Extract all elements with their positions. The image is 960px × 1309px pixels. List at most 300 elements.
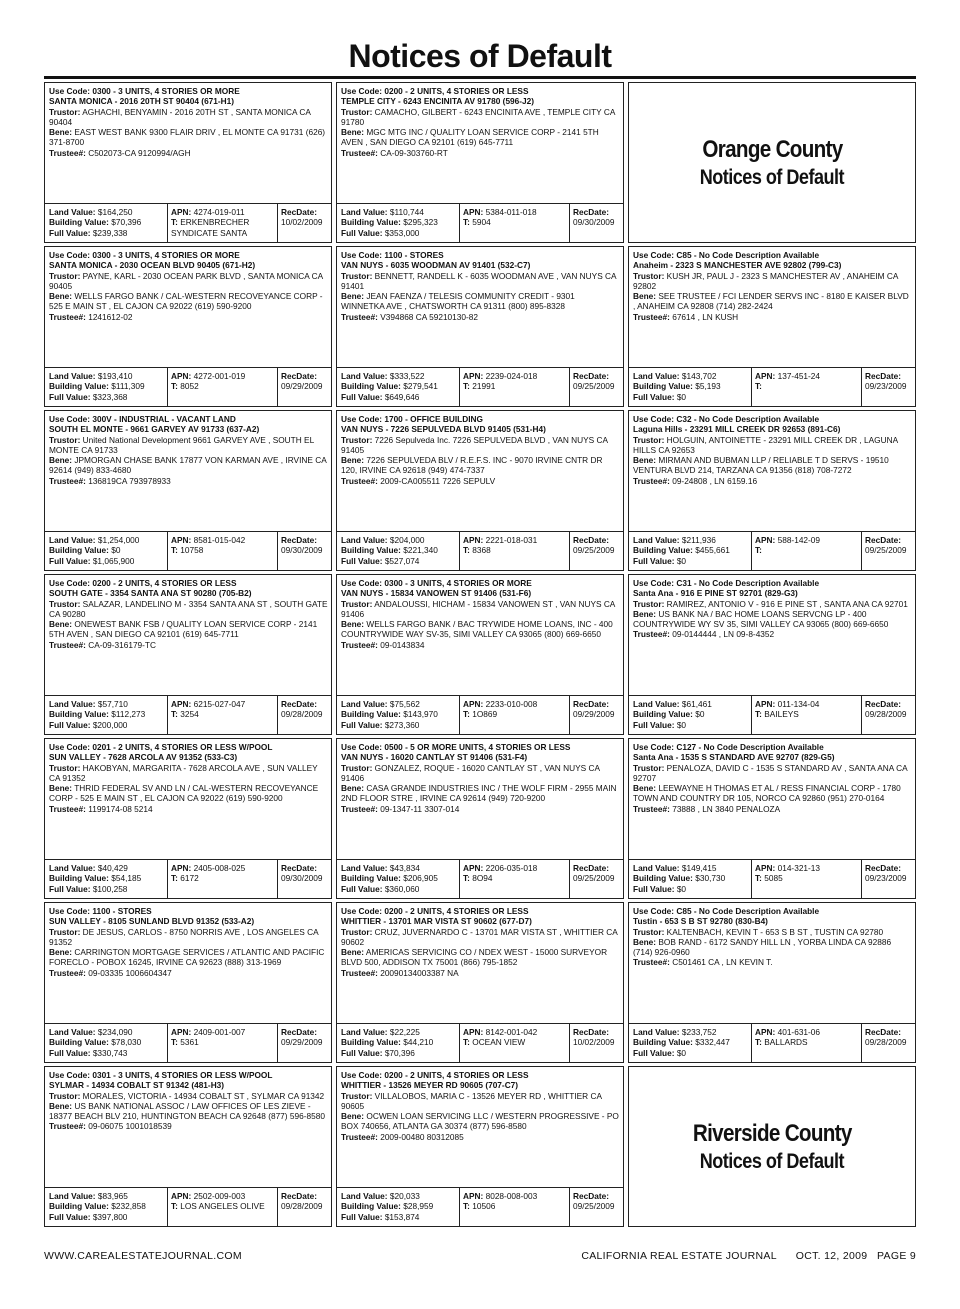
notice-card	[628, 574, 916, 735]
beneficiary-value: SEE TRUSTEE / FCI LENDER SERVS INC - 8180 E KAISER BLVD , ANAHEIM CA 92808 (714) 282-2424	[633, 291, 909, 312]
trustee-number-value: 2009-00480 80312085	[380, 1131, 464, 1142]
trustor-label: Trustor:	[341, 434, 373, 445]
building-value-label: Building Value:	[341, 1201, 401, 1212]
full-value-label: Full Value:	[49, 1211, 91, 1222]
full-value-label: Full Value:	[49, 883, 91, 894]
county-name: Orange County	[701, 135, 843, 163]
value-cell	[629, 860, 751, 898]
property-address: TEMPLE CITY - 6243 ENCINITA AV 91780 (596-J2)	[341, 96, 535, 107]
trustee-number-label: Trustee#:	[49, 639, 86, 650]
t-code	[755, 381, 861, 391]
trustee-number-label: Trustee#:	[49, 311, 86, 322]
apn-label: APN:	[463, 1027, 484, 1037]
apn	[463, 699, 569, 709]
full-value	[633, 392, 751, 402]
beneficiary-value: MIRMAN AND BUBMAN LLP / RELIABLE T D SERVS - 19510 VENTURA BLVD 214, TARZANA CA 91356 (818) 708-7272	[633, 455, 889, 476]
notice-values	[45, 203, 331, 242]
t-code-value: 1O869	[472, 709, 498, 720]
apn-value: 401-631-06	[777, 1027, 821, 1037]
property-address: SANTA MONICA - 2030 OCEAN BLVD 90405 (671-H2)	[49, 260, 256, 271]
full-value-label: Full Value:	[633, 1047, 675, 1058]
beneficiary-value: MGC MTG INC / QUALITY LOAN SERVICE CORP - 2141 5TH AVEN , SAN DIEGO CA 92101 (619) 645-7711	[341, 127, 599, 148]
land-value-label: Land Value:	[49, 535, 96, 545]
use-code: Use Code: 0300 - 3 UNITS, 4 STORIES OR MORE	[49, 250, 240, 260]
apn-value: 2206-035-018	[485, 863, 538, 873]
t-code-label: T:	[463, 1201, 470, 1212]
building-value-value: $0	[695, 709, 705, 720]
notice-values	[629, 859, 915, 898]
building-value	[633, 545, 751, 555]
full-value-value: $0	[676, 555, 687, 566]
beneficiary-value: BOB RAND - 6172 SANDY HILL LN , YORBA LINDA CA 92886 (714) 926-0960	[633, 936, 892, 958]
value-cell	[45, 1024, 167, 1062]
notice-card	[336, 902, 624, 1063]
land-value-value: $83,965	[97, 1191, 128, 1201]
land-value	[633, 371, 751, 381]
apn-cell	[459, 532, 569, 570]
building-value-label: Building Value:	[633, 709, 693, 720]
notice-values	[45, 1023, 331, 1062]
trustor-value: DE JESUS, CARLOS - 8750 NORRIS AVE , LOS ANGELES CA 91352	[49, 926, 319, 947]
notice-values	[45, 531, 331, 570]
recdate-label: RecDate:	[573, 699, 609, 709]
t-code-label: T:	[171, 381, 178, 392]
t-code	[171, 1037, 277, 1047]
land-value	[49, 207, 167, 217]
notice-values	[45, 1187, 331, 1226]
t-code	[171, 545, 277, 555]
t-code	[463, 217, 569, 227]
beneficiary-value: 7226 SEPULVEDA BLV / R.E.F.S. INC - 9070 IRVINE CNTR DR 120, IRVINE CA 92618 (949) 474-7337	[341, 455, 603, 476]
column-3	[628, 82, 916, 1230]
building-value-value: $206,905	[403, 873, 438, 884]
property-address: SOUTH GATE - 3354 SANTA ANA ST 90280 (705-B2)	[49, 588, 252, 599]
t-code-value: 5361	[180, 1037, 199, 1048]
recdate-cell	[277, 860, 331, 898]
apn-value: 4274-019-011	[193, 207, 245, 217]
t-code-value: 6172	[180, 873, 199, 884]
apn-cell	[167, 204, 277, 242]
apn-cell	[167, 860, 277, 898]
t-code-value: 10758	[180, 545, 204, 556]
notice-details	[337, 411, 623, 531]
apn-label: APN:	[463, 535, 484, 545]
recdate-cell	[861, 368, 915, 406]
use-code: Use Code: 0301 - 3 UNITS, 4 STORIES OR LESS W/POOL	[49, 1070, 273, 1080]
trustee-number-value: C502073-CA 9120994/AGH	[88, 147, 191, 158]
t-code-label: T:	[755, 1037, 762, 1048]
trustee-number	[341, 968, 620, 978]
column-2	[336, 82, 624, 1230]
building-value-label: Building Value:	[49, 709, 109, 720]
trustee-number-label: Trustee#:	[341, 475, 378, 486]
recdate-value: 09/30/2009	[281, 545, 323, 556]
trustor-value: HOLGUIN, ANTOINETTE - 23291 MILL CREEK DR , LAGUNA HILLS CA 92653	[633, 434, 898, 455]
property-address: Santa Ana - 1535 S STANDARD AVE 92707 (829-G5)	[633, 752, 835, 763]
land-value-value: $204,000	[389, 535, 425, 545]
use-code: Use Code: 0201 - 2 UNITS, 4 STORIES OR LESS W/POOL	[49, 742, 273, 752]
notice-values	[629, 695, 915, 734]
trustor-value: VILLALOBOS, MARIA C - 13526 MEYER RD , WHITTIER CA 90605	[341, 1090, 602, 1111]
trustor-label: Trustor:	[633, 434, 665, 445]
land-value-label: Land Value:	[49, 1027, 96, 1037]
building-value-value: $111,309	[111, 381, 145, 392]
t-code-label: T:	[463, 217, 470, 228]
apn	[463, 535, 569, 545]
t-code-value: 5085	[764, 873, 783, 884]
full-value-label: Full Value:	[341, 391, 383, 402]
trustee-number	[633, 804, 912, 814]
apn-value: 8028-008-003	[485, 1191, 538, 1201]
trustor-value: United National Development 9661 GARVEY AVE , SOUTH EL MONTE CA 91733	[49, 434, 314, 455]
land-value-label: Land Value:	[341, 535, 388, 545]
land-value-value: $75,562	[389, 699, 420, 709]
t-code-label: T:	[463, 545, 470, 556]
property-address: VAN NUYS - 6035 WOODMAN AV 91401 (532-C7)	[341, 260, 531, 271]
trustee-number-label: Trustee#:	[49, 475, 86, 486]
notice-card	[44, 574, 332, 735]
property-address: VAN NUYS - 16020 CANTLAY ST 91406 (531-F4)	[341, 752, 528, 763]
value-cell	[337, 860, 459, 898]
county-header-orange	[628, 82, 916, 243]
building-value-value: $295,323	[403, 217, 438, 228]
beneficiary-label: Bene:	[633, 291, 657, 302]
apn-label: APN:	[463, 371, 484, 381]
column-1	[44, 82, 332, 1230]
notice-card	[44, 410, 332, 571]
land-value-label: Land Value:	[49, 207, 96, 217]
notice-card	[628, 902, 916, 1063]
notice-values	[337, 1023, 623, 1062]
trustor-label: Trustor:	[341, 106, 373, 117]
trustee-number-label: Trustee#:	[49, 1121, 86, 1132]
land-value-label: Land Value:	[49, 371, 96, 381]
t-code-label: T:	[171, 545, 178, 556]
trustor-value: CAMACHO, GILBERT - 6243 ENCINITA AVE , TEMPLE CITY CA 91780	[341, 106, 615, 127]
trustee-number-label: Trustee#:	[49, 967, 86, 978]
apn-cell	[459, 204, 569, 242]
footer-publication-info	[581, 1250, 916, 1262]
notice-card	[44, 82, 332, 243]
apn-cell	[751, 368, 861, 406]
use-code: Use Code: 0300 - 3 UNITS, 4 STORIES OR MORE	[341, 578, 532, 588]
beneficiary	[633, 783, 912, 804]
property-address: Tustin - 653 S B ST 92780 (830-B4)	[633, 916, 768, 927]
trustor-label: Trustor:	[341, 762, 373, 773]
recdate-value: 09/30/2009	[573, 217, 615, 228]
beneficiary-label: Bene:	[341, 783, 365, 794]
recdate-label: RecDate:	[281, 207, 317, 217]
recdate-value: 09/23/2009	[865, 381, 907, 392]
trustor	[49, 927, 328, 948]
apn-value: 8142-001-042	[485, 1027, 538, 1037]
trustee-number	[341, 640, 620, 650]
apn-cell	[751, 860, 861, 898]
beneficiary-value: CASA GRANDE INDUSTRIES INC / THE WOLF FIRM - 2955 MAIN 2ND FLOOR STRE , IRVINE CA 92614 (949) 720-9200	[341, 783, 617, 804]
land-value-label: Land Value:	[49, 863, 96, 873]
land-value	[49, 863, 167, 873]
notice-details	[45, 411, 331, 531]
building-value-label: Building Value:	[49, 1201, 109, 1212]
value-cell	[337, 1188, 459, 1226]
land-value-value: $333,522	[389, 371, 425, 381]
recdate-label: RecDate:	[281, 371, 317, 381]
building-value	[341, 1201, 459, 1211]
trustor-value: MORALES, VICTORIA - 14934 COBALT ST , SYLMAR CA 91342	[82, 1090, 325, 1101]
building-value	[49, 381, 167, 391]
apn-cell	[167, 532, 277, 570]
notice-card	[336, 574, 624, 735]
recdate-value: 09/28/2009	[865, 1037, 907, 1048]
full-value	[633, 720, 751, 730]
trustor	[341, 763, 620, 784]
beneficiary-label: Bene:	[633, 455, 657, 466]
building-value	[341, 709, 459, 719]
notice-values	[337, 531, 623, 570]
apn-value: 6215-027-047	[193, 699, 246, 709]
land-value-value: $43,834	[389, 863, 420, 873]
recdate-label: RecDate:	[573, 535, 609, 545]
t-code-value: BAILEYS	[764, 709, 799, 720]
full-value-value: $1,065,900	[92, 555, 135, 566]
building-value-label: Building Value:	[633, 381, 693, 392]
trustee-number-label: Trustee#:	[49, 147, 86, 158]
footer-date: OCT. 12, 2009	[795, 1250, 868, 1262]
recdate-value: 09/25/2009	[573, 873, 615, 884]
trustee-number-label: Trustee#:	[633, 803, 670, 814]
land-value-label: Land Value:	[633, 699, 680, 709]
building-value-label: Building Value:	[341, 217, 401, 228]
apn-label: APN:	[171, 1191, 192, 1201]
apn-label: APN:	[171, 863, 192, 873]
trustor-value: PENALOZA, DAVID C - 1535 S STANDARD AV , SANTA ANA CA 92707	[633, 762, 908, 783]
building-value-value: $44,210	[403, 1037, 434, 1048]
beneficiary-label: Bene:	[341, 291, 365, 302]
t-code	[463, 873, 569, 883]
value-cell	[45, 532, 167, 570]
trustee-number-value: 09-0143834	[380, 639, 425, 650]
trustee-number-label: Trustee#:	[341, 967, 378, 978]
footer-website[interactable]: WWW.CAREALESTATEJOURNAL.COM	[44, 1250, 242, 1262]
notice-details	[337, 247, 623, 367]
building-value	[633, 381, 751, 391]
full-value	[341, 884, 459, 894]
apn-cell	[167, 368, 277, 406]
building-value-value: $70,396	[111, 217, 142, 228]
building-value-label: Building Value:	[341, 709, 401, 720]
full-value-value: $649,646	[384, 391, 420, 402]
trustee-number-label: Trustee#:	[341, 803, 378, 814]
t-code-value: LOS ANGELES OLIVE	[180, 1201, 265, 1212]
land-value	[341, 1191, 459, 1201]
building-value-value: $54,185	[111, 873, 142, 884]
apn	[171, 1191, 277, 1201]
building-value-value: $30,730	[695, 873, 726, 884]
full-value	[633, 556, 751, 566]
value-cell	[629, 1024, 751, 1062]
trustor-label: Trustor:	[633, 270, 665, 281]
t-code-label: T:	[463, 873, 470, 884]
land-value-value: $110,744	[389, 207, 424, 217]
land-value	[341, 371, 459, 381]
footer-page-number: PAGE 9	[877, 1250, 916, 1262]
apn	[463, 371, 569, 381]
notice-details	[337, 1067, 623, 1187]
trustor	[49, 599, 328, 620]
beneficiary-value: ONEWEST BANK FSB / QUALITY LOAN SERVICE CORP - 2141 5TH AVEN , SAN DIEGO CA 92101 (619) 645-7711	[49, 619, 318, 640]
trustee-number-value: 136819CA 793978933	[88, 475, 171, 486]
notice-card	[628, 738, 916, 899]
t-code	[171, 217, 277, 238]
apn-cell	[459, 368, 569, 406]
recdate-label: RecDate:	[573, 207, 609, 217]
t-code-value: ERKENBRECHER SYNDICATE SANTA	[171, 217, 250, 238]
beneficiary-value: US BANK NATIONAL ASSOC / LAW OFFICES OF LES ZIEVE - 18377 BEACH BLV 210, HUNTINGTON BEACH CA 92648 (877) 596-8580	[49, 1100, 325, 1122]
notice-card	[44, 1066, 332, 1227]
trustee-number	[49, 804, 328, 814]
apn	[171, 207, 277, 217]
trustee-number-value: V394868 CA 59210130-82	[380, 311, 479, 322]
recdate-label: RecDate:	[281, 1027, 317, 1037]
full-value-value: $353,000	[384, 227, 420, 238]
apn	[171, 1027, 277, 1037]
building-value	[341, 545, 459, 555]
value-cell	[337, 532, 459, 570]
building-value	[341, 381, 459, 391]
land-value	[341, 699, 459, 709]
building-value	[49, 1037, 167, 1047]
recdate-cell	[569, 1188, 623, 1226]
property-address: VAN NUYS - 15834 VANOWEN ST 91406 (531-F6)	[341, 588, 532, 599]
recdate-cell	[277, 1188, 331, 1226]
use-code: Use Code: 300V - INDUSTRIAL - VACANT LAND	[49, 414, 236, 424]
full-value	[49, 1212, 167, 1222]
trustor-label: Trustor:	[633, 926, 665, 937]
apn	[755, 1027, 861, 1037]
t-code	[463, 1201, 569, 1211]
land-value-value: $233,752	[681, 1027, 717, 1037]
use-code: Use Code: C31 - No Code Description Available	[633, 578, 820, 588]
building-value-label: Building Value:	[341, 1037, 401, 1048]
county-subtitle: Notices of Default	[699, 165, 845, 189]
trustee-number	[341, 1132, 620, 1142]
t-code-label: T:	[171, 873, 178, 884]
land-value	[341, 863, 459, 873]
use-code: Use Code: 0500 - 5 OR MORE UNITS, 4 STORIES OR LESS	[341, 742, 571, 752]
beneficiary-label: Bene:	[633, 608, 657, 619]
recdate-value: 09/29/2009	[281, 1037, 323, 1048]
beneficiary	[341, 127, 620, 148]
trustor	[49, 1091, 328, 1101]
beneficiary-value: JEAN FAENZA / TELESIS COMMUNITY CREDIT - 9301 WINNETKA AVE , CHATSWORTH CA 91311 (800) 895-8328	[341, 291, 575, 312]
land-value-value: $40,429	[97, 863, 128, 873]
t-code-value: 8368	[472, 545, 491, 556]
beneficiary-label: Bene:	[49, 619, 73, 630]
land-value-value: $61,461	[681, 699, 712, 709]
recdate-value: 09/29/2009	[281, 381, 323, 392]
apn-value: 137-451-24	[777, 371, 821, 381]
page-title: Notices of Default	[348, 38, 612, 74]
full-value-value: $200,000	[92, 719, 128, 730]
trustor	[633, 927, 912, 937]
land-value-value: $234,090	[97, 1027, 133, 1037]
trustee-number-value: 1241612-02	[88, 311, 133, 322]
beneficiary	[49, 1101, 328, 1122]
property-address: WHITTIER - 13526 MEYER RD 90605 (707-C7)	[341, 1080, 519, 1091]
recdate-cell	[861, 860, 915, 898]
notice-card	[44, 246, 332, 407]
apn-label: APN:	[171, 207, 192, 217]
trustor-value: HAKOBYAN, MARGARITA - 7628 ARCOLA AVE , SUN VALLEY CA 91352	[49, 762, 318, 783]
full-value-value: $100,258	[92, 883, 128, 894]
recdate-cell	[569, 204, 623, 242]
t-code	[171, 709, 277, 719]
full-value-label: Full Value:	[633, 719, 675, 730]
beneficiary	[633, 937, 912, 958]
notice-card	[628, 246, 916, 407]
apn-label: APN:	[755, 699, 776, 709]
notice-details	[629, 903, 915, 1023]
trustee-number-label: Trustee#:	[341, 1131, 378, 1142]
trustor	[49, 763, 328, 784]
notice-details	[629, 739, 915, 859]
building-value-value: $332,447	[695, 1037, 730, 1048]
full-value	[341, 720, 459, 730]
building-value	[633, 873, 751, 883]
notice-values	[45, 367, 331, 406]
beneficiary	[49, 783, 328, 804]
apn-cell	[167, 1024, 277, 1062]
notice-values	[629, 531, 915, 570]
recdate-cell	[861, 532, 915, 570]
property-address: SUN VALLEY - 8105 SUNLAND BLVD 91352 (533-A2)	[49, 916, 255, 927]
land-value	[341, 1027, 459, 1037]
building-value-label: Building Value:	[49, 381, 109, 392]
full-value-label: Full Value:	[49, 719, 91, 730]
full-value-label: Full Value:	[49, 391, 91, 402]
notice-details	[45, 83, 331, 203]
apn	[463, 1191, 569, 1201]
t-code	[463, 381, 569, 391]
trustor-value: CRUZ, JUVERNARDO C - 13701 MAR VISTA ST , WHITTIER CA 90602	[341, 926, 618, 947]
trustee-number-label: Trustee#:	[341, 311, 378, 322]
use-code: Use Code: 1100 - STORES	[341, 250, 444, 260]
recdate-value: 09/25/2009	[573, 1201, 615, 1212]
t-code-value: 3254	[180, 709, 199, 720]
trustee-number	[341, 312, 620, 322]
notice-card	[628, 410, 916, 571]
use-code: Use Code: C85 - No Code Description Available	[633, 250, 820, 260]
apn-label: APN:	[755, 535, 776, 545]
trustor	[341, 1091, 620, 1112]
apn-value: 2239-024-018	[485, 371, 538, 381]
trustor-label: Trustor:	[341, 270, 373, 281]
trustee-number	[49, 148, 328, 158]
land-value-label: Land Value:	[633, 535, 680, 545]
notice-card	[44, 902, 332, 1063]
beneficiary-value: JPMORGAN CHASE BANK 17877 VON KARMAN AVE , IRVINE CA 92614 (949) 833-4680	[49, 455, 327, 476]
beneficiary	[341, 619, 620, 640]
notice-values	[45, 695, 331, 734]
trustor-label: Trustor:	[341, 926, 373, 937]
beneficiary	[49, 455, 328, 476]
trustee-number	[633, 957, 912, 967]
full-value-label: Full Value:	[633, 883, 675, 894]
trustor-label: Trustor:	[49, 106, 81, 117]
recdate-cell	[277, 368, 331, 406]
full-value-value: $527,074	[384, 555, 420, 566]
building-value-value: $279,541	[403, 381, 438, 392]
